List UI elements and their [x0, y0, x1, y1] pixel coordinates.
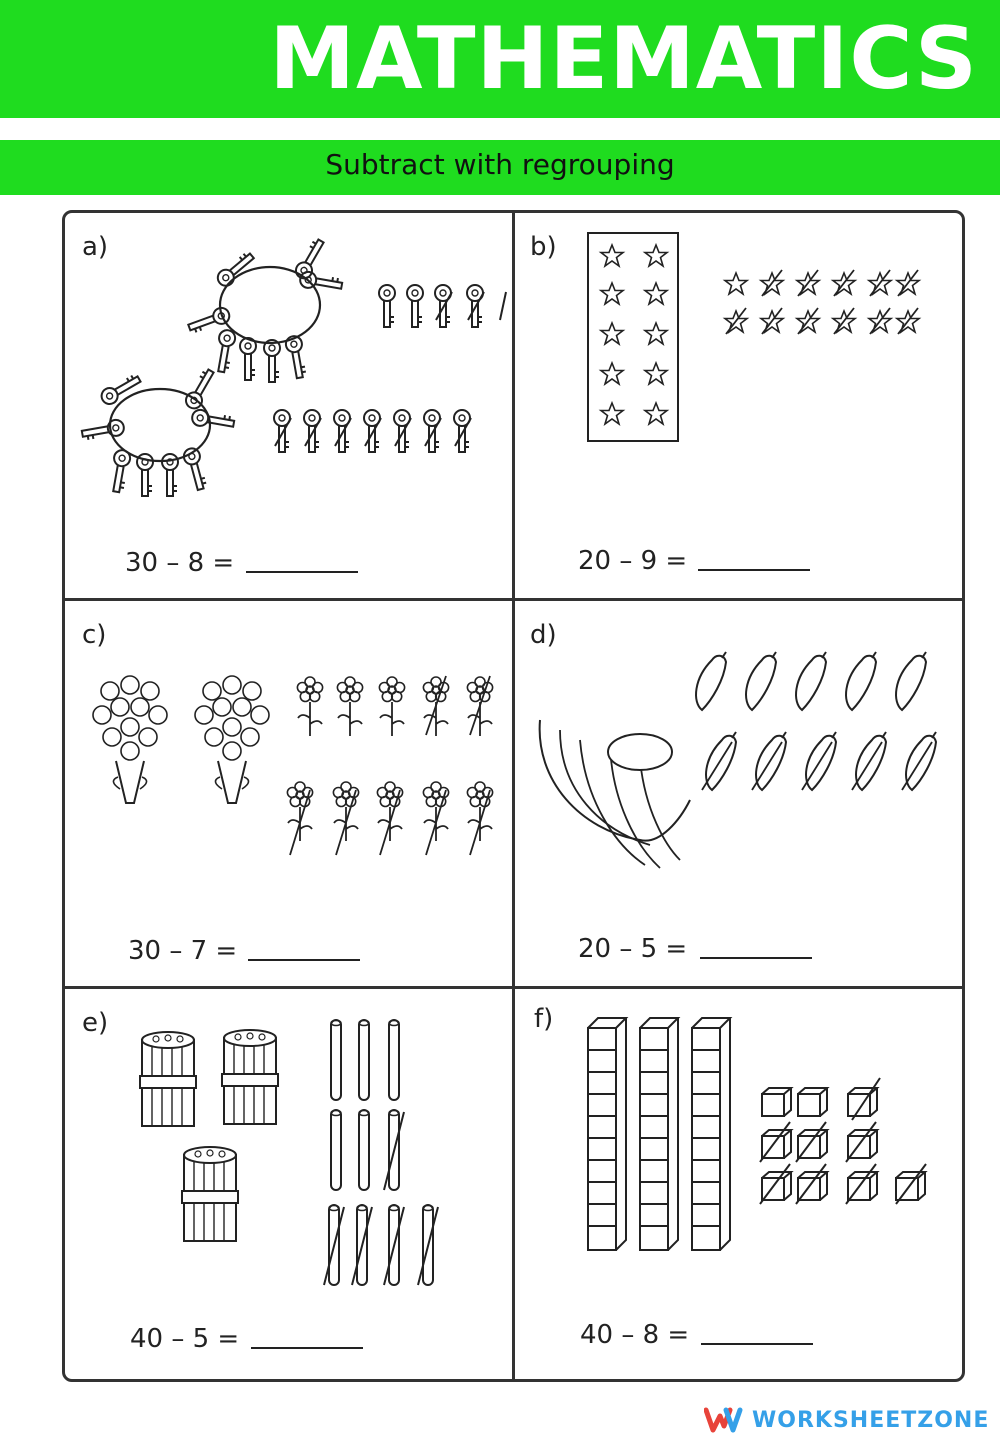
page-subtitle: Subtract with regrouping — [325, 148, 675, 181]
problem-label-e: e) — [82, 1008, 109, 1038]
equation-a: 30 – 8 = — [125, 548, 235, 578]
page-title: MATHEMATICS — [269, 9, 978, 109]
problem-label-a: a) — [82, 232, 109, 262]
worksheetzone-logo-icon — [704, 1404, 744, 1434]
problem-label-c: c) — [82, 620, 107, 650]
equation-d: 20 – 5 = — [578, 934, 688, 964]
equation-f: 40 – 8 = — [580, 1320, 690, 1350]
footer-brand[interactable]: WORKSHEETZONE — [752, 1408, 990, 1433]
problem-label-d: d) — [530, 620, 557, 650]
problem-label-b: b) — [530, 232, 557, 262]
equation-b: 20 – 9 = — [578, 546, 688, 576]
problem-label-f: f) — [534, 1004, 554, 1034]
equation-e: 40 – 5 = — [130, 1324, 240, 1354]
equation-c: 30 – 7 = — [128, 936, 238, 966]
